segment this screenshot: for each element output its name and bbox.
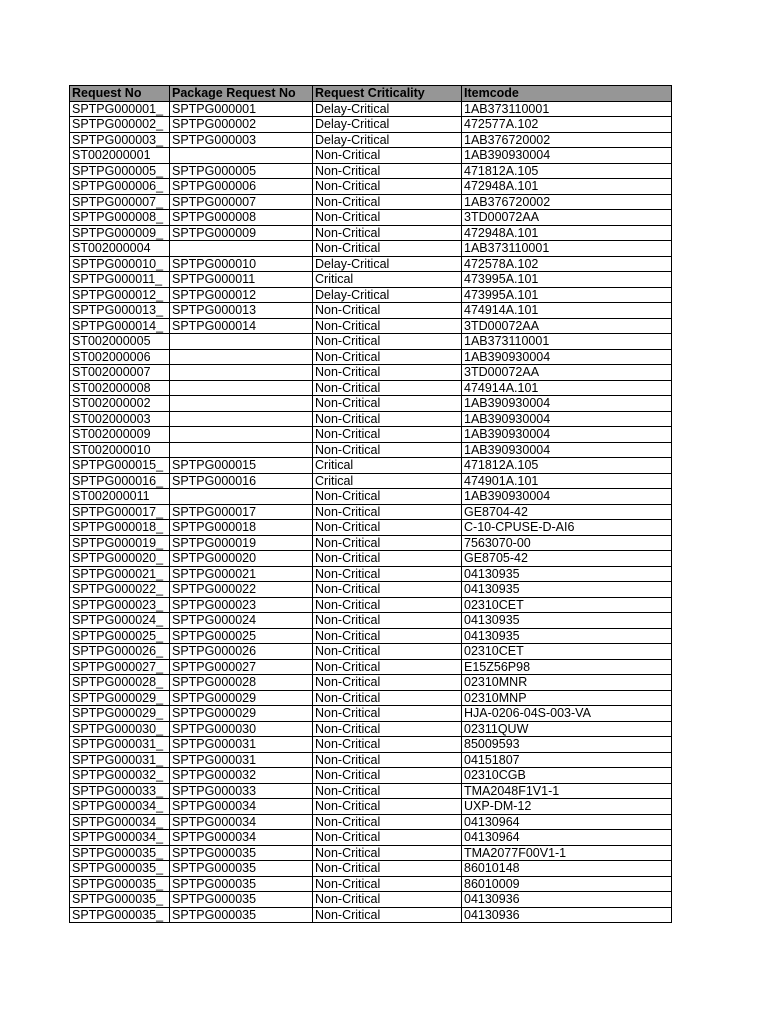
package-request-no-cell	[170, 489, 313, 505]
itemcode-cell: 02311QUW	[462, 721, 672, 737]
table-row	[70, 861, 672, 877]
criticality-cell: Non-Critical	[313, 737, 462, 753]
criticality-cell: Delay-Critical	[313, 132, 462, 148]
table-row	[70, 101, 672, 117]
package-request-no-cell	[170, 442, 313, 458]
table-row	[70, 303, 672, 319]
table-row	[70, 442, 672, 458]
criticality-cell: Non-Critical	[313, 241, 462, 257]
itemcode-cell: 04130936	[462, 907, 672, 923]
criticality-cell: Non-Critical	[313, 892, 462, 908]
itemcode-cell: 04130935	[462, 628, 672, 644]
criticality-cell: Non-Critical	[313, 396, 462, 412]
criticality-cell: Non-Critical	[313, 179, 462, 195]
criticality-cell: Delay-Critical	[313, 117, 462, 133]
itemcode-cell: 1AB390930004	[462, 427, 672, 443]
criticality-cell: Non-Critical	[313, 334, 462, 350]
criticality-cell: Non-Critical	[313, 628, 462, 644]
request-no-cell: SPTPG000008_	[70, 210, 170, 226]
criticality-cell: Non-Critical	[313, 752, 462, 768]
itemcode-cell: 473995A.101	[462, 272, 672, 288]
header-package-request-no: Package Request No	[170, 86, 313, 102]
itemcode-cell: 471812A.105	[462, 163, 672, 179]
request-no-cell: SPTPG000027_	[70, 659, 170, 675]
request-no-cell: SPTPG000024_	[70, 613, 170, 629]
table-row	[70, 845, 672, 861]
itemcode-cell: 1AB373110001	[462, 334, 672, 350]
package-request-no-cell	[170, 396, 313, 412]
table-row	[70, 675, 672, 691]
table-row	[70, 830, 672, 846]
request-no-cell: SPTPG000005_	[70, 163, 170, 179]
criticality-cell: Critical	[313, 272, 462, 288]
package-request-no-cell	[170, 365, 313, 381]
table-row	[70, 210, 672, 226]
request-no-cell: SPTPG000028_	[70, 675, 170, 691]
itemcode-cell: 472577A.102	[462, 117, 672, 133]
itemcode-cell: E15Z56P98	[462, 659, 672, 675]
criticality-cell: Non-Critical	[313, 721, 462, 737]
request-no-cell: SPTPG000033_	[70, 783, 170, 799]
criticality-cell: Non-Critical	[313, 613, 462, 629]
table-row	[70, 535, 672, 551]
package-request-no-cell: SPTPG000035	[170, 845, 313, 861]
request-no-cell: SPTPG000032_	[70, 768, 170, 784]
itemcode-cell: 1AB390930004	[462, 411, 672, 427]
package-request-no-cell: SPTPG000033	[170, 783, 313, 799]
itemcode-cell: 86010009	[462, 876, 672, 892]
table-row	[70, 132, 672, 148]
package-request-no-cell: SPTPG000003	[170, 132, 313, 148]
table-row	[70, 380, 672, 396]
criticality-cell: Non-Critical	[313, 194, 462, 210]
criticality-cell: Non-Critical	[313, 210, 462, 226]
criticality-cell: Non-Critical	[313, 520, 462, 536]
criticality-cell: Non-Critical	[313, 582, 462, 598]
table-row	[70, 814, 672, 830]
criticality-cell: Delay-Critical	[313, 256, 462, 272]
table-row	[70, 907, 672, 923]
itemcode-cell: GE8705-42	[462, 551, 672, 567]
table-row	[70, 566, 672, 582]
request-no-cell: SPTPG000034_	[70, 799, 170, 815]
criticality-cell: Non-Critical	[313, 830, 462, 846]
header-request-criticality: Request Criticality	[313, 86, 462, 102]
package-request-no-cell: SPTPG000034	[170, 799, 313, 815]
table-row	[70, 163, 672, 179]
itemcode-cell: 1AB376720002	[462, 132, 672, 148]
itemcode-cell: 471812A.105	[462, 458, 672, 474]
itemcode-cell: 02310MNR	[462, 675, 672, 691]
criticality-cell: Non-Critical	[313, 349, 462, 365]
request-no-cell: SPTPG000017_	[70, 504, 170, 520]
itemcode-cell: 1AB390930004	[462, 396, 672, 412]
request-no-cell: SPTPG000030_	[70, 721, 170, 737]
request-no-cell: SPTPG000015_	[70, 458, 170, 474]
criticality-cell: Non-Critical	[313, 380, 462, 396]
header-itemcode: Itemcode	[462, 86, 672, 102]
request-no-cell: SPTPG000010_	[70, 256, 170, 272]
itemcode-cell: 472948A.101	[462, 179, 672, 195]
criticality-cell: Non-Critical	[313, 876, 462, 892]
header-row	[70, 86, 672, 102]
criticality-cell: Non-Critical	[313, 659, 462, 675]
request-no-cell: SPTPG000016_	[70, 473, 170, 489]
package-request-no-cell: SPTPG000026	[170, 644, 313, 660]
table-row	[70, 597, 672, 613]
table-row	[70, 117, 672, 133]
request-no-cell: ST002000009	[70, 427, 170, 443]
package-request-no-cell	[170, 380, 313, 396]
itemcode-cell: 474914A.101	[462, 380, 672, 396]
request-no-cell: SPTPG000029_	[70, 706, 170, 722]
package-request-no-cell: SPTPG000035	[170, 907, 313, 923]
package-request-no-cell: SPTPG000014	[170, 318, 313, 334]
package-request-no-cell: SPTPG000002	[170, 117, 313, 133]
package-request-no-cell: SPTPG000035	[170, 861, 313, 877]
itemcode-cell: 1AB373110001	[462, 241, 672, 257]
package-request-no-cell: SPTPG000017	[170, 504, 313, 520]
criticality-cell: Non-Critical	[313, 814, 462, 830]
request-no-cell: SPTPG000025_	[70, 628, 170, 644]
request-no-cell: SPTPG000007_	[70, 194, 170, 210]
package-request-no-cell: SPTPG000012	[170, 287, 313, 303]
request-no-cell: ST002000010	[70, 442, 170, 458]
table-row	[70, 256, 672, 272]
request-no-cell: ST002000005	[70, 334, 170, 350]
package-request-no-cell: SPTPG000015	[170, 458, 313, 474]
request-no-cell: ST002000004	[70, 241, 170, 257]
criticality-cell: Non-Critical	[313, 365, 462, 381]
itemcode-cell: 1AB376720002	[462, 194, 672, 210]
criticality-cell: Non-Critical	[313, 225, 462, 241]
table-row	[70, 520, 672, 536]
package-request-no-cell: SPTPG000034	[170, 830, 313, 846]
table-row	[70, 892, 672, 908]
header-request-no: Request No	[70, 86, 170, 102]
criticality-cell: Delay-Critical	[313, 101, 462, 117]
package-request-no-cell	[170, 334, 313, 350]
request-no-cell: SPTPG000035_	[70, 861, 170, 877]
criticality-cell: Non-Critical	[313, 427, 462, 443]
package-request-no-cell: SPTPG000034	[170, 814, 313, 830]
table-row	[70, 148, 672, 164]
itemcode-cell: 1AB390930004	[462, 489, 672, 505]
criticality-cell: Non-Critical	[313, 799, 462, 815]
itemcode-cell: 04130935	[462, 582, 672, 598]
package-request-no-cell: SPTPG000020	[170, 551, 313, 567]
table-row	[70, 194, 672, 210]
package-request-no-cell: SPTPG000005	[170, 163, 313, 179]
table-row	[70, 334, 672, 350]
request-no-cell: SPTPG000009_	[70, 225, 170, 241]
criticality-cell: Non-Critical	[313, 644, 462, 660]
table-row	[70, 706, 672, 722]
table-row	[70, 783, 672, 799]
request-no-cell: SPTPG000031_	[70, 752, 170, 768]
itemcode-cell: 02310CET	[462, 597, 672, 613]
request-no-cell: SPTPG000021_	[70, 566, 170, 582]
criticality-cell: Non-Critical	[313, 163, 462, 179]
table-row	[70, 690, 672, 706]
package-request-no-cell: SPTPG000016	[170, 473, 313, 489]
table-header	[70, 86, 672, 102]
itemcode-cell: 1AB390930004	[462, 148, 672, 164]
criticality-cell: Non-Critical	[313, 442, 462, 458]
itemcode-cell: 04130935	[462, 566, 672, 582]
package-request-no-cell: SPTPG000031	[170, 737, 313, 753]
package-request-no-cell	[170, 411, 313, 427]
request-no-cell: SPTPG000006_	[70, 179, 170, 195]
table-row	[70, 225, 672, 241]
table-row	[70, 241, 672, 257]
criticality-cell: Non-Critical	[313, 597, 462, 613]
package-request-no-cell: SPTPG000027	[170, 659, 313, 675]
itemcode-cell: 04130964	[462, 830, 672, 846]
criticality-cell: Non-Critical	[313, 411, 462, 427]
package-request-no-cell	[170, 148, 313, 164]
table-row	[70, 365, 672, 381]
criticality-cell: Non-Critical	[313, 783, 462, 799]
table-row	[70, 473, 672, 489]
request-no-cell: ST002000007	[70, 365, 170, 381]
table-row	[70, 737, 672, 753]
package-request-no-cell: SPTPG000008	[170, 210, 313, 226]
itemcode-cell: 04130936	[462, 892, 672, 908]
request-no-cell: ST002000011	[70, 489, 170, 505]
itemcode-cell: 472578A.102	[462, 256, 672, 272]
itemcode-cell: 02310CGB	[462, 768, 672, 784]
criticality-cell: Critical	[313, 473, 462, 489]
criticality-cell: Non-Critical	[313, 535, 462, 551]
package-request-no-cell: SPTPG000035	[170, 876, 313, 892]
itemcode-cell: HJA-0206-04S-003-VA	[462, 706, 672, 722]
package-request-no-cell: SPTPG000001	[170, 101, 313, 117]
table-body	[70, 101, 672, 923]
package-request-no-cell: SPTPG000022	[170, 582, 313, 598]
package-request-no-cell: SPTPG000023	[170, 597, 313, 613]
package-request-no-cell: SPTPG000024	[170, 613, 313, 629]
package-request-no-cell: SPTPG000007	[170, 194, 313, 210]
request-no-cell: SPTPG000029_	[70, 690, 170, 706]
table-row	[70, 752, 672, 768]
criticality-cell: Non-Critical	[313, 675, 462, 691]
table-row	[70, 179, 672, 195]
request-no-cell: SPTPG000035_	[70, 845, 170, 861]
request-no-cell: SPTPG000034_	[70, 830, 170, 846]
request-no-cell: ST002000001	[70, 148, 170, 164]
criticality-cell: Non-Critical	[313, 566, 462, 582]
criticality-cell: Non-Critical	[313, 845, 462, 861]
itemcode-cell: 474914A.101	[462, 303, 672, 319]
request-no-cell: ST002000008	[70, 380, 170, 396]
itemcode-cell: TMA2077F00V1-1	[462, 845, 672, 861]
itemcode-cell: 3TD00072AA	[462, 365, 672, 381]
itemcode-cell: 02310MNP	[462, 690, 672, 706]
request-no-cell: SPTPG000011_	[70, 272, 170, 288]
table-row	[70, 768, 672, 784]
itemcode-cell: C-10-CPUSE-D-AI6	[462, 520, 672, 536]
itemcode-cell: GE8704-42	[462, 504, 672, 520]
itemcode-cell: 04151807	[462, 752, 672, 768]
request-no-cell: SPTPG000022_	[70, 582, 170, 598]
package-request-no-cell: SPTPG000029	[170, 690, 313, 706]
request-no-cell: SPTPG000014_	[70, 318, 170, 334]
itemcode-cell: 473995A.101	[462, 287, 672, 303]
table-row	[70, 876, 672, 892]
package-request-no-cell: SPTPG000032	[170, 768, 313, 784]
request-no-cell: SPTPG000001_	[70, 101, 170, 117]
request-no-cell: SPTPG000034_	[70, 814, 170, 830]
itemcode-cell: 1AB373110001	[462, 101, 672, 117]
request-no-cell: SPTPG000035_	[70, 892, 170, 908]
itemcode-cell: 85009593	[462, 737, 672, 753]
criticality-cell: Non-Critical	[313, 489, 462, 505]
table-row	[70, 504, 672, 520]
package-request-no-cell: SPTPG000035	[170, 892, 313, 908]
package-request-no-cell: SPTPG000011	[170, 272, 313, 288]
criticality-cell: Non-Critical	[313, 318, 462, 334]
request-no-cell: SPTPG000019_	[70, 535, 170, 551]
request-no-cell: SPTPG000026_	[70, 644, 170, 660]
table-row	[70, 287, 672, 303]
criticality-cell: Non-Critical	[313, 303, 462, 319]
request-no-cell: SPTPG000002_	[70, 117, 170, 133]
criticality-cell: Non-Critical	[313, 706, 462, 722]
table-row	[70, 427, 672, 443]
package-request-no-cell	[170, 427, 313, 443]
itemcode-cell: 04130964	[462, 814, 672, 830]
package-request-no-cell: SPTPG000031	[170, 752, 313, 768]
package-request-no-cell: SPTPG000025	[170, 628, 313, 644]
request-no-cell: ST002000003	[70, 411, 170, 427]
request-table	[69, 85, 672, 923]
itemcode-cell: 472948A.101	[462, 225, 672, 241]
criticality-cell: Non-Critical	[313, 551, 462, 567]
criticality-cell: Non-Critical	[313, 907, 462, 923]
table-row	[70, 582, 672, 598]
table-row	[70, 318, 672, 334]
table-row	[70, 628, 672, 644]
table-row	[70, 458, 672, 474]
request-no-cell: SPTPG000023_	[70, 597, 170, 613]
package-request-no-cell: SPTPG000009	[170, 225, 313, 241]
itemcode-cell: 02310CET	[462, 644, 672, 660]
table-row	[70, 613, 672, 629]
itemcode-cell: 04130935	[462, 613, 672, 629]
request-no-cell: ST002000006	[70, 349, 170, 365]
request-no-cell: ST002000002	[70, 396, 170, 412]
request-no-cell: SPTPG000013_	[70, 303, 170, 319]
criticality-cell: Non-Critical	[313, 148, 462, 164]
package-request-no-cell: SPTPG000019	[170, 535, 313, 551]
criticality-cell: Critical	[313, 458, 462, 474]
package-request-no-cell: SPTPG000010	[170, 256, 313, 272]
table-row	[70, 799, 672, 815]
request-no-cell: SPTPG000012_	[70, 287, 170, 303]
package-request-no-cell: SPTPG000028	[170, 675, 313, 691]
package-request-no-cell	[170, 241, 313, 257]
request-no-cell: SPTPG000018_	[70, 520, 170, 536]
table-row	[70, 411, 672, 427]
request-no-cell: SPTPG000035_	[70, 907, 170, 923]
package-request-no-cell: SPTPG000006	[170, 179, 313, 195]
itemcode-cell: 1AB390930004	[462, 442, 672, 458]
itemcode-cell: UXP-DM-12	[462, 799, 672, 815]
request-no-cell: SPTPG000031_	[70, 737, 170, 753]
package-request-no-cell	[170, 349, 313, 365]
table-row	[70, 396, 672, 412]
criticality-cell: Non-Critical	[313, 861, 462, 877]
request-no-cell: SPTPG000020_	[70, 551, 170, 567]
package-request-no-cell: SPTPG000029	[170, 706, 313, 722]
package-request-no-cell: SPTPG000030	[170, 721, 313, 737]
table-row	[70, 551, 672, 567]
itemcode-cell: 3TD00072AA	[462, 210, 672, 226]
criticality-cell: Non-Critical	[313, 768, 462, 784]
table-row	[70, 489, 672, 505]
package-request-no-cell: SPTPG000018	[170, 520, 313, 536]
criticality-cell: Delay-Critical	[313, 287, 462, 303]
itemcode-cell: 474901A.101	[462, 473, 672, 489]
itemcode-cell: TMA2048F1V1-1	[462, 783, 672, 799]
itemcode-cell: 3TD00072AA	[462, 318, 672, 334]
table-row	[70, 659, 672, 675]
itemcode-cell: 7563070-00	[462, 535, 672, 551]
package-request-no-cell: SPTPG000013	[170, 303, 313, 319]
criticality-cell: Non-Critical	[313, 690, 462, 706]
request-no-cell: SPTPG000003_	[70, 132, 170, 148]
table-row	[70, 349, 672, 365]
table-row	[70, 272, 672, 288]
package-request-no-cell: SPTPG000021	[170, 566, 313, 582]
table-row	[70, 644, 672, 660]
itemcode-cell: 86010148	[462, 861, 672, 877]
criticality-cell: Non-Critical	[313, 504, 462, 520]
table-row	[70, 721, 672, 737]
itemcode-cell: 1AB390930004	[462, 349, 672, 365]
request-no-cell: SPTPG000035_	[70, 876, 170, 892]
